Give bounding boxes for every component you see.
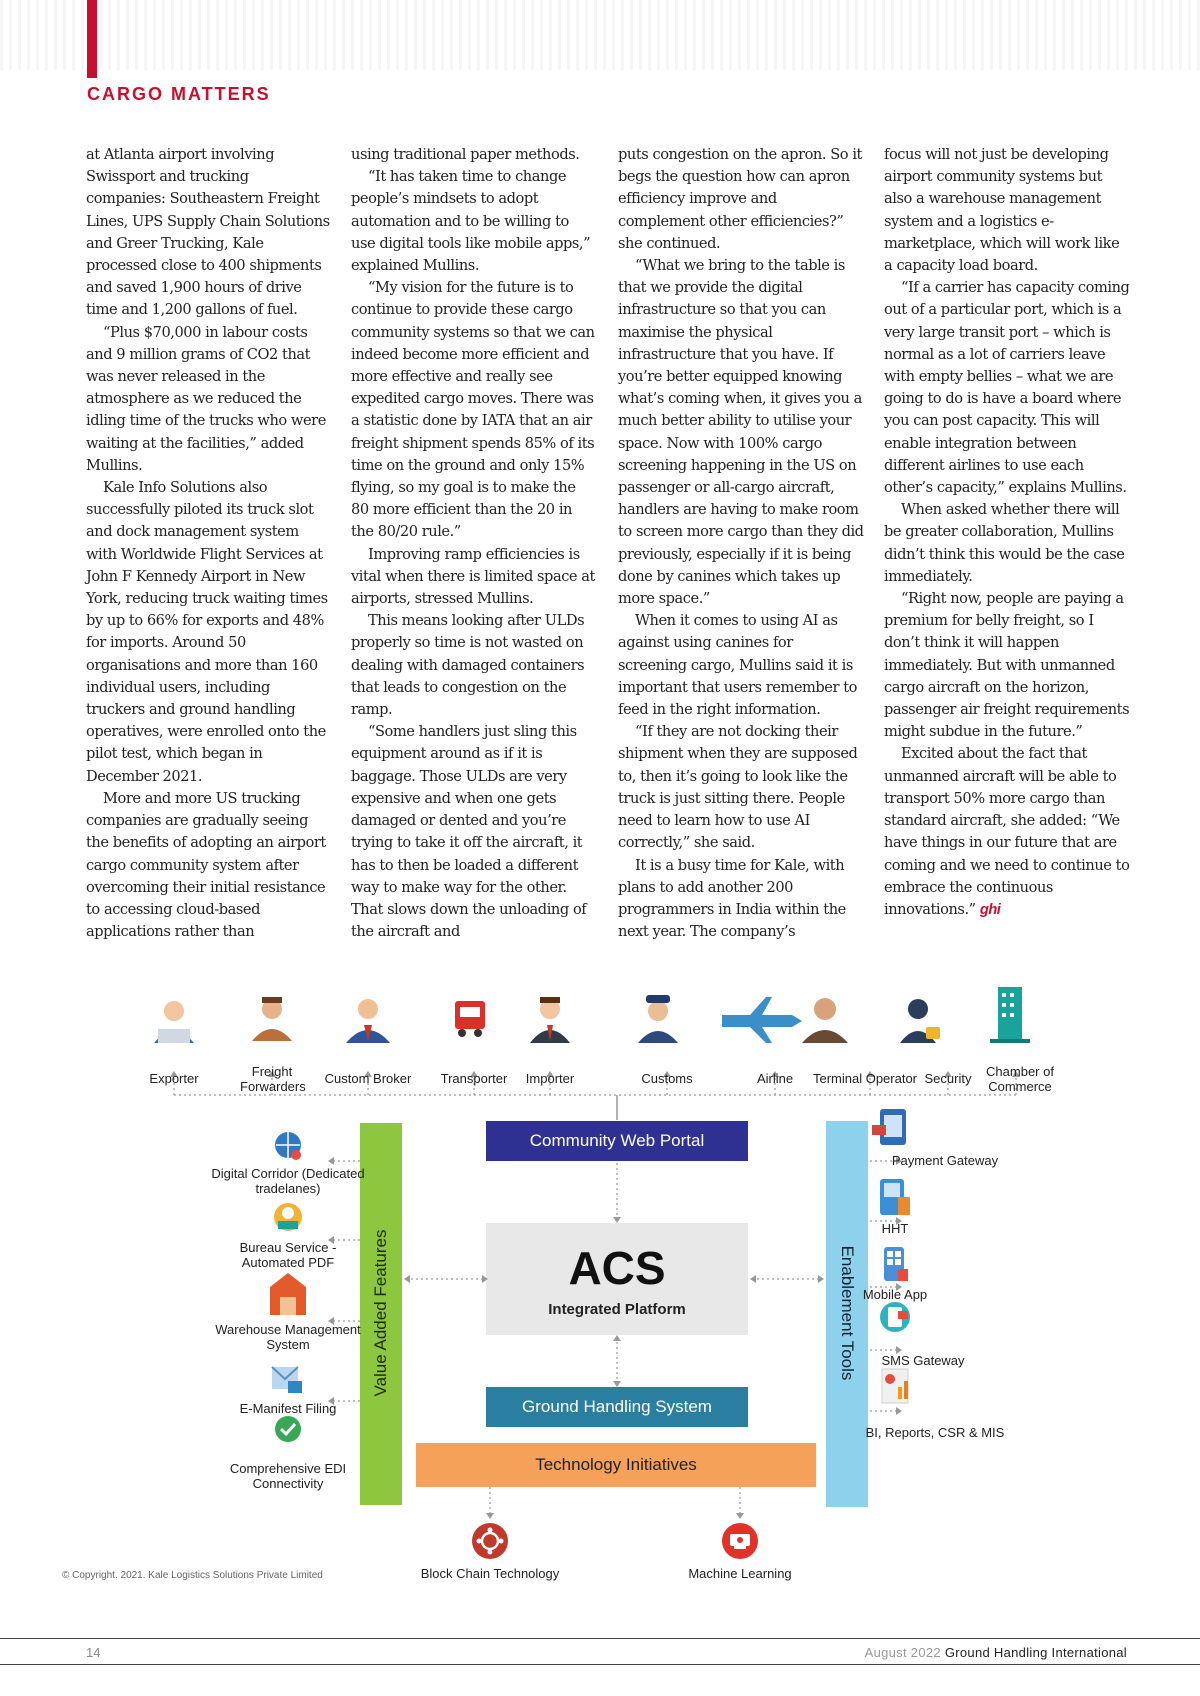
column-2 bbox=[351, 144, 597, 943]
actor-chamber-of-commerce: Chamber of Commerce bbox=[986, 1064, 1054, 1094]
paragraph: “My vision for the future is to continue to provide these cargo community systems so that we can indeed become more efficient and more effective and really see expedited cargo moves. There was a statistic done by IATA that an air freight shipment spends 85% of its time on the ground and only 15% flying, so my goal is to make the 80 more efficient than the 20 in the 80/20 rule.” bbox=[351, 279, 595, 541]
actor-custom-broker: Custom Broker bbox=[324, 1071, 412, 1086]
paragraph: “Some handlers just sling this equipment around as if it is baggage. Those ULDs are very expensive and when one gets damaged or dented and you’re trying to take it off the aircraft, it has to then be loaded a different way to make way for the other. That slows down the unloading of the aircraft and bbox=[351, 723, 587, 941]
tech-label: Technology Initiatives bbox=[535, 1455, 697, 1474]
footer-publication bbox=[865, 1645, 1127, 1660]
blockchain-label: Block Chain Technology bbox=[420, 1566, 560, 1581]
footer-rule-top bbox=[0, 1638, 1200, 1639]
publication-name: Ground Handling International bbox=[944, 1645, 1127, 1660]
tool-mobile-app: Mobile App bbox=[862, 1287, 928, 1302]
acs-subtitle: Integrated Platform bbox=[548, 1301, 686, 1318]
edi-check-icon bbox=[275, 1416, 301, 1442]
paragraph: puts congestion on the apron. So it begs the question how can apron efficiency improve and complement other efficiencies?” she continued. bbox=[618, 146, 862, 252]
paragraph: When asked whether there will be greater collaboration, Mullins didn’t think this would be the case immediately. bbox=[884, 501, 1125, 585]
actor-exporter: Exporter bbox=[149, 1071, 199, 1086]
acs-title: ACS bbox=[568, 1242, 666, 1294]
feature-edi: Comprehensive EDI Connectivity bbox=[229, 1461, 347, 1491]
tool-sms-gateway: SMS Gateway bbox=[881, 1353, 965, 1368]
actor-airline: Airline bbox=[756, 1071, 794, 1086]
actor-freight-forwarders: Freight Forwarders bbox=[240, 1064, 306, 1094]
portal-label: Community Web Portal bbox=[529, 1131, 705, 1150]
ground-label: Ground Handling System bbox=[522, 1397, 712, 1416]
header-decoration bbox=[0, 0, 1200, 70]
paragraph: It is a busy time for Kale, with plans to add another 200 programmers in India within the next year. The company’s bbox=[618, 856, 846, 941]
feature-e-manifest: E-Manifest Filing bbox=[239, 1401, 337, 1416]
tool-hht: HHT bbox=[881, 1221, 909, 1236]
machine-learning-icon bbox=[722, 1523, 758, 1559]
diagram-copyright: © Copyright. 2021. Kale Logistics Solutions Private Limited bbox=[62, 1570, 323, 1581]
column-3 bbox=[618, 144, 864, 943]
sms-gateway-icon bbox=[880, 1302, 910, 1332]
column-1 bbox=[86, 144, 332, 943]
blockchain-icon bbox=[472, 1523, 508, 1559]
footer-rule-bottom bbox=[0, 1664, 1200, 1665]
paragraph: When it comes to using AI as against using canines for screening cargo, Mullins said it is important that users remember to feed in the right information. bbox=[618, 612, 857, 719]
actor-transporter: Transporter bbox=[440, 1071, 508, 1086]
paragraph: at Atlanta airport involving Swissport and trucking companies: Southeastern Freight Lines, UPS Supply Chain Solutions and Greer Trucking, Kale processed close to 400 shipments and saved 1,900 hours of drive time and 1,200 gallons of fuel. bbox=[86, 146, 330, 319]
actor-importer: Importer bbox=[525, 1071, 575, 1086]
author-signature: ghi bbox=[979, 901, 1001, 918]
acs-diagram bbox=[50, 985, 1130, 1585]
enablement-label: Enablement Tools bbox=[838, 1245, 857, 1381]
section-marker bbox=[87, 0, 97, 78]
paragraph: “Plus $70,000 in labour costs and 9 million grams of CO2 that was never released in the atmosphere as we reduced the idling time of the trucks who were waiting at the facilities,” added Mullins. bbox=[86, 323, 326, 474]
paragraph: focus will not just be developing airport community systems but also a warehouse management system and a logistics e-marketplace, which will work like a capacity load board. bbox=[884, 146, 1120, 275]
article-body bbox=[86, 144, 1130, 974]
paragraph: Kale Info Solutions also successfully piloted its truck slot and dock management system with Worldwide Flight Services at John F Kennedy Airport in New York, reducing truck waiting times by up to 66% for exports and 48% for imports. Around 50 organisations and more than 160 individual users, including truckers and ground handling operatives, were enrolled onto the pilot test, which began in December 2021. bbox=[86, 479, 328, 785]
issue-date: August 2022 bbox=[864, 1645, 941, 1660]
paragraph-text: Excited about the fact that unmanned aircraft will be able to transport 50% more cargo than standard aircraft, she added: “We have things in our future that are coming and we need to continue to embrace the continuous innovations.” bbox=[884, 745, 1130, 918]
actor-terminal-operator: Terminal Operator bbox=[812, 1071, 918, 1086]
paragraph: More and more US trucking companies are gradually seeing the benefits of adopting an airport cargo community system after overcoming their initial resistance to accessing cloud-based applications rather than bbox=[86, 789, 326, 941]
value-added-label: Value Added Features bbox=[371, 1229, 390, 1397]
paragraph: “It has taken time to change people’s mindsets to adopt automation and to be willing to use digital tools like mobile apps,” explained Mullins. bbox=[351, 168, 591, 275]
actor-security: Security bbox=[924, 1071, 972, 1086]
bi-reports-icon bbox=[882, 1369, 908, 1403]
paragraph: “If they are not docking their shipment when they are supposed to, then it’s going to look like the truck is just sitting there. People need to learn how to use AI correctly,” she said. bbox=[618, 723, 858, 852]
feature-bureau-service: Bureau Service - Automated PDF bbox=[239, 1240, 337, 1270]
page-number: 14 bbox=[86, 1645, 101, 1660]
feature-digital-corridor: Digital Corridor (Dedicated tradelanes) bbox=[211, 1166, 365, 1196]
paragraph bbox=[884, 743, 1130, 921]
machine-learning-label: Machine Learning bbox=[688, 1566, 792, 1581]
paragraph: This means looking after ULDs properly so time is not wasted on dealing with damaged containers that leads to congestion on the ramp. bbox=[351, 612, 585, 719]
tool-payment-gateway: Payment Gateway bbox=[891, 1153, 999, 1168]
column-4 bbox=[884, 144, 1130, 921]
paragraph: using traditional paper methods. bbox=[351, 146, 580, 163]
bureau-service-icon bbox=[274, 1203, 302, 1231]
section-title: CARGO MATTERS bbox=[87, 84, 271, 104]
tool-bi-reports: BI, Reports, CSR & MIS bbox=[865, 1425, 1005, 1440]
paragraph: “If a carrier has capacity coming out of a particular port, which is a very large transit port – which is normal as a lot of carriers leave with empty bellies – what we are going to do is have a board where you can post capacity. This will enable integration between different airlines to use each other’s capacity,” explains Mullins. bbox=[884, 279, 1130, 497]
paragraph: “Right now, people are paying a premium for belly freight, so I don’t think it will happen immediately. But with unmanned cargo aircraft on the horizon, passenger air freight requirements might subdue in the future.” bbox=[884, 590, 1130, 741]
actor-customs: Customs bbox=[641, 1071, 693, 1086]
paragraph: “What we bring to the table is that we provide the digital infrastructure so that you can maximise the physical infrastructure that you have. If you’re better equipped knowing what’s coming when, it gives you a much better ability to utilise your space. Now with 100% cargo screening happening in the US on passenger or all-cargo aircraft, handlers are having to make room to screen more cargo than they did previously, especially if it is being done by canines which takes up more space.” bbox=[618, 257, 864, 608]
feature-warehouse: Warehouse Management System bbox=[215, 1322, 361, 1352]
paragraph: Improving ramp efficiencies is vital when there is limited space at airports, stressed Mullins. bbox=[351, 545, 595, 608]
